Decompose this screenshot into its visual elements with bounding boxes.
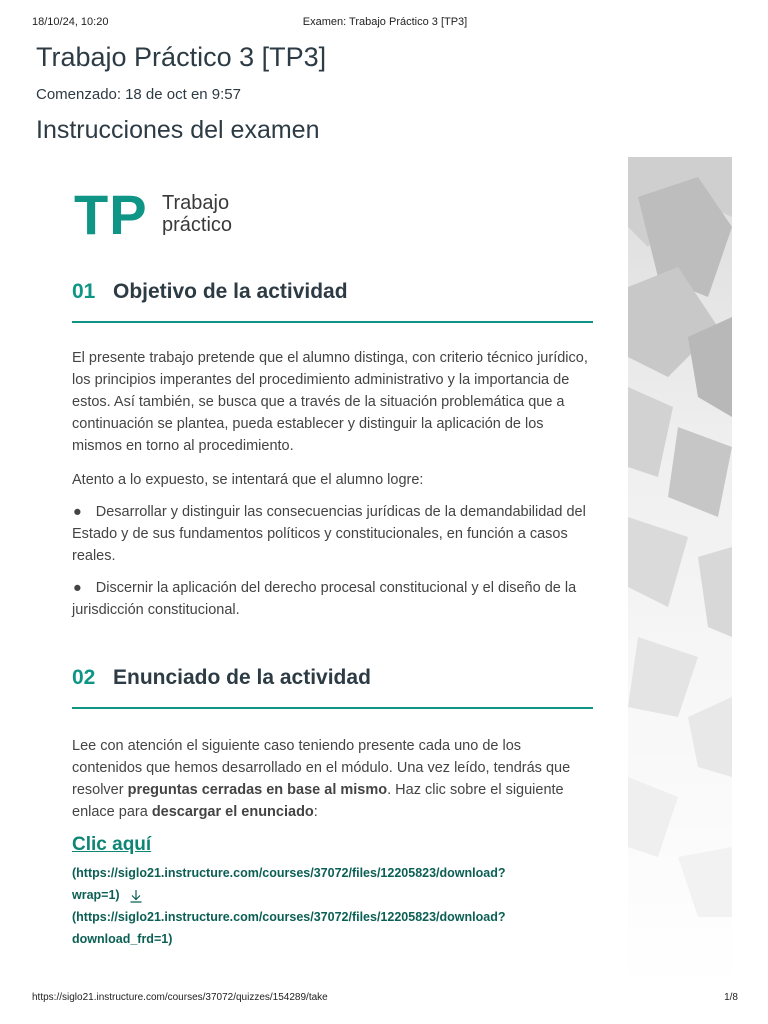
section-2-bold-1: preguntas cerradas en base al mismo	[127, 782, 388, 798]
section-2-divider	[72, 707, 593, 709]
section-2-text-c: . Haz clic sobre el siguiente enlace para	[72, 782, 564, 820]
clic-aqui-link[interactable]: Clic aquí	[72, 834, 152, 855]
decorative-pattern-icon	[628, 157, 732, 990]
section-2-paragraph	[72, 735, 592, 823]
tp-logo-line1: Trabajo	[162, 192, 230, 214]
print-date: 18/10/24, 10:20	[32, 16, 109, 28]
bullet-2-text: Discernir la aplicación del derecho procesal constitucional y el diseño de la jurisdicción constitucional.	[72, 580, 577, 618]
section-1-header	[72, 280, 593, 320]
tp-logo-letters: TP	[74, 183, 148, 246]
section-2-text-a: Lee con atención el siguiente caso teniendo presente cada uno de los contenidos que hemos desarrollado en el módulo. Una vez leído, tendrás que resolver	[72, 738, 571, 798]
bullet-1-text: Desarrollar y distinguir las consecuencias jurídicas de la demandabilidad del Estado y de sus fundamentos políticos y constitucionales, en función a casos reales.	[72, 504, 586, 564]
started-info	[36, 86, 245, 103]
tp-logo-line2: práctico	[162, 214, 233, 236]
section-2-text-e: :	[313, 804, 318, 820]
print-header	[32, 16, 738, 30]
url-line-2[interactable]	[72, 888, 143, 903]
section-2-number: 02	[72, 666, 96, 689]
print-url: https://siglo21.instructure.com/courses/37072/quizzes/154289/take	[32, 992, 328, 1003]
tp-logo-text	[162, 192, 232, 236]
started-value: 18 de oct en 9:57	[125, 86, 241, 103]
section-2-bold-2: descargar el enunciado	[151, 804, 314, 820]
bullet-icon: ●	[73, 580, 82, 596]
print-footer	[32, 992, 738, 1006]
instructions-title: Instrucciones del examen	[36, 116, 320, 144]
decorative-side-image	[628, 157, 732, 990]
download-icon[interactable]	[129, 889, 143, 903]
section-1-bullet-1	[72, 501, 592, 567]
section-1-divider	[72, 321, 593, 323]
url-line-3[interactable]: (https://siglo21.instructure.com/courses/37072/files/12205823/download?	[72, 910, 506, 924]
section-1-paragraph-1: El presente trabajo pretende que el alumno distinga, con criterio técnico jurídico, los principios imperantes del procedimiento administrativo y la importancia de estos. Así también, se busca que a través de la situación problemática que a continuación se plantea, pueda establecer y distinguir la aplicación de los mismos en torno al procedimiento.	[72, 350, 588, 454]
section-2-header	[72, 666, 593, 706]
print-doc-title: Examen: Trabajo Práctico 3 [TP3]	[302, 16, 468, 28]
started-label: Comenzado:	[36, 86, 122, 103]
section-2-title: Enunciado de la actividad	[113, 666, 371, 689]
print-page-count: 1/8	[724, 992, 738, 1003]
section-1-number: 01	[72, 280, 96, 303]
url-line-4[interactable]: download_frd=1)	[72, 932, 173, 946]
url-line-1[interactable]: (https://siglo21.instructure.com/courses/37072/files/12205823/download?	[72, 866, 506, 880]
section-1-bullet-2	[72, 577, 592, 621]
section-1-paragraph-2: Atento a lo expuesto, se intentará que el alumno logre:	[72, 472, 424, 488]
section-1-title: Objetivo de la actividad	[113, 280, 348, 303]
url-line-2-text[interactable]: wrap=1)	[72, 888, 120, 902]
quiz-title: Trabajo Práctico 3 [TP3]	[36, 42, 327, 72]
bullet-icon: ●	[73, 504, 82, 520]
